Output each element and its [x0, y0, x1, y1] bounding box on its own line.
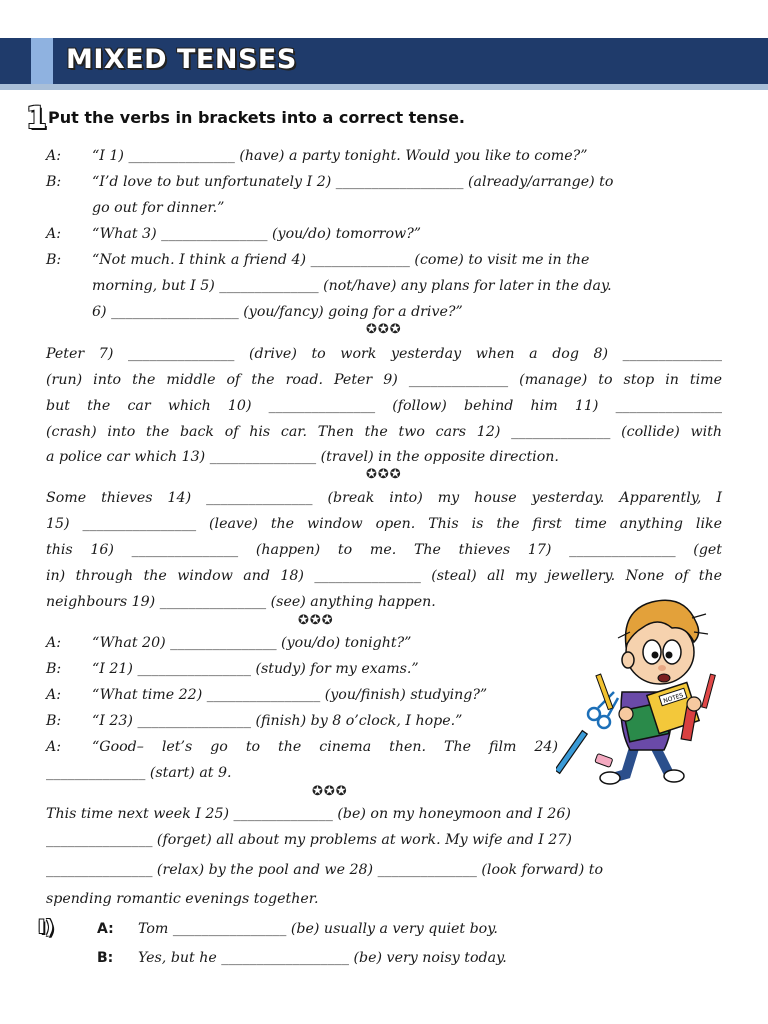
speaker-label: A:	[46, 687, 62, 703]
paragraph-line: Some thieves 14) _______________ (break into) my house yesterday. Apparently, I	[46, 490, 722, 506]
speaker-label: B:	[46, 174, 62, 190]
paragraph-line: (crash) into the back of his car. Then the two cars 12) ______________ (collide) with	[46, 424, 722, 440]
dialogue-text: “Good– let’s go to the cinema then. The film 24)	[92, 739, 558, 755]
dialogue-line: ______________ (start) at 9.	[46, 765, 232, 781]
scissors-icon	[588, 692, 618, 728]
speaker-label: B:	[46, 252, 62, 268]
exercise-instruction: Put the verbs in brackets into a correct tense.	[48, 108, 465, 127]
paragraph-line: _______________ (forget) all about my problems at work. My wife and I 27)	[46, 832, 572, 848]
paragraph-line: 15) ________________ (leave) the window open. This is the first time anything like	[46, 516, 722, 532]
speaker-label: A:	[46, 148, 62, 164]
paragraph-line: (run) into the middle of the road. Peter 9) ______________ (manage) to stop in time	[46, 372, 722, 388]
speaker-label: B:	[46, 713, 62, 729]
paragraph-line: this 16) _______________ (happen) to me. The thieves 17) _______________ (get	[46, 542, 722, 558]
speaker-label: B:	[46, 661, 62, 677]
dialogue-text: “What time 22) ________________ (you/finish) studying?”	[92, 687, 488, 703]
speaker-label: B:	[97, 950, 114, 966]
section-separator: ✪✪✪	[312, 784, 348, 799]
dialogue-text: “I’d love to but unfortunately I 2) __________________ (already/arrange) to	[92, 174, 614, 190]
paragraph-line: This time next week I 25) ______________ (be) on my honeymoon and I 26)	[46, 806, 571, 822]
section-separator: ✪✪✪	[298, 613, 334, 628]
paragraph-line: spending romantic evenings together.	[46, 891, 319, 907]
dialogue-text: “Not much. I think a friend 4) ______________ (come) to visit me in the	[92, 252, 590, 268]
dialogue-text: morning, but I 5) ______________ (not/have) any plans for later in the day.	[92, 278, 612, 294]
example-text: Yes, but he __________________ (be) very noisy today.	[138, 950, 507, 966]
pen-icon	[556, 731, 587, 774]
cartoon-boy-icon	[556, 588, 726, 788]
dialogue-text: “What 3) _______________ (you/do) tomorrow?”	[92, 226, 422, 242]
paragraph-line: but the car which 10) _______________ (follow) behind him 11) _______________	[46, 398, 722, 414]
eraser-icon	[595, 754, 613, 768]
banner-accent-tab	[31, 38, 53, 84]
example-text: Tom ________________ (be) usually a very quiet boy.	[138, 921, 498, 937]
exercise-number: 1	[26, 101, 47, 136]
page-title: MIXED TENSES	[66, 44, 297, 75]
paragraph-line: a police car which 13) _______________ (travel) in the opposite direction.	[46, 449, 559, 465]
paragraph-line: Peter 7) _______________ (drive) to work yesterday when a dog 8) ______________	[46, 346, 722, 362]
paragraph-line: in) through the window and 18) _______________ (steal) all my jewellery. None of the	[46, 568, 722, 584]
speaker-label: A:	[46, 635, 62, 651]
dialogue-text: go out for dinner.”	[92, 200, 225, 216]
dialogue-text: “I 21) ________________ (study) for my exams.”	[92, 661, 419, 677]
dialogue-text: “I 1) _______________ (have) a party tonight. Would you like to come?”	[92, 148, 588, 164]
speaker-label: A:	[46, 226, 62, 242]
speaker-label: A:	[46, 739, 62, 755]
notes-label: NOTES	[662, 691, 685, 705]
dialogue-text: 6) __________________ (you/fancy) going for a drive?”	[92, 304, 463, 320]
speaker-label: A:	[97, 921, 114, 937]
section-separator: ✪✪✪	[366, 467, 402, 482]
example-marker: I)	[38, 916, 54, 938]
dialogue-text: “What 20) _______________ (you/do) tonight?”	[92, 635, 412, 651]
banner-stripe	[0, 84, 768, 90]
section-separator: ✪✪✪	[366, 322, 402, 337]
dialogue-text: “I 23) ________________ (finish) by 8 o’clock, I hope.”	[92, 713, 463, 729]
paragraph-line: _______________ (relax) by the pool and we 28) ______________ (look forward) to	[46, 862, 603, 878]
paragraph-line: neighbours 19) _______________ (see) anything happen.	[46, 594, 436, 610]
